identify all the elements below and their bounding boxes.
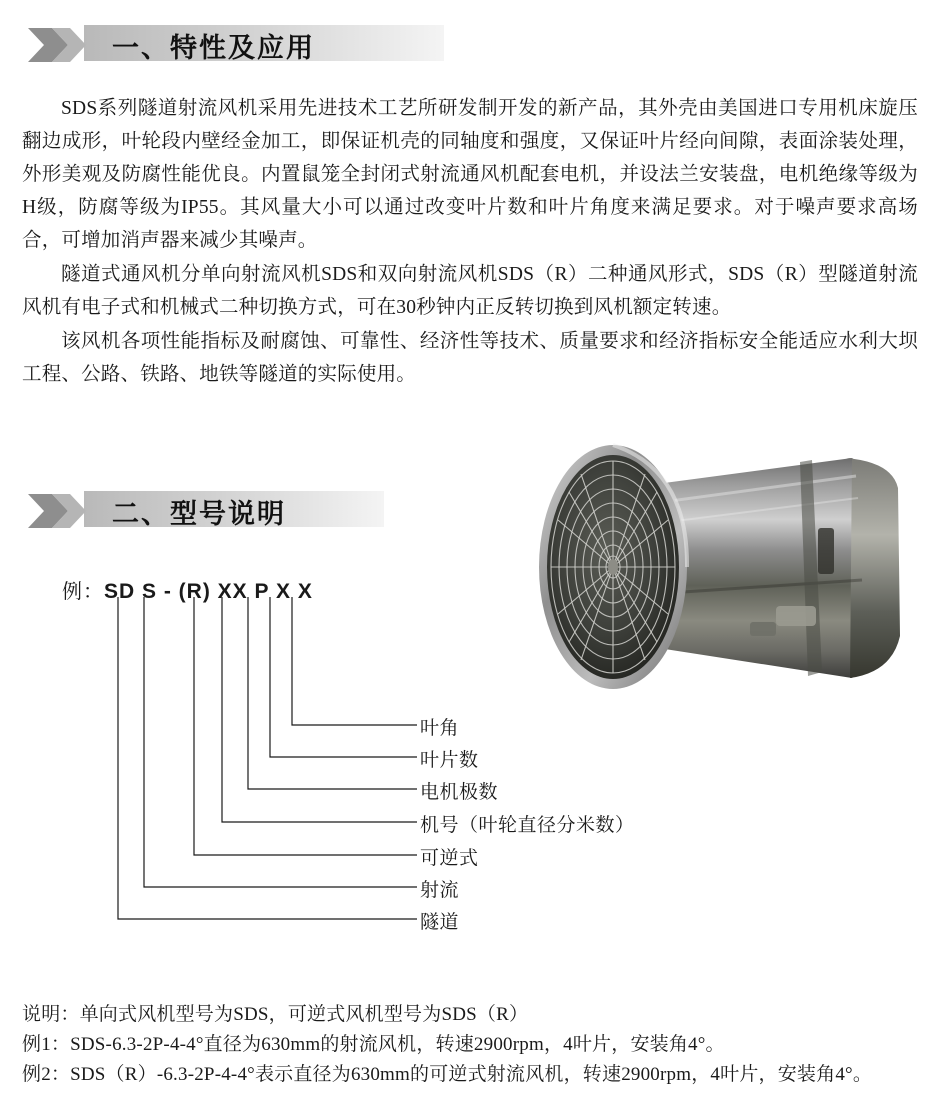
leader-label-reversible: 可逆式 [420, 848, 479, 869]
paragraph: SDS系列隧道射流风机采用先进技术工艺所研发制开发的新产品，其外壳由美国进口专用机床旋压翻边成形，叶轮段内壁经金加工，即保证机壳的同轴度和强度，又保证叶片经向间隙，表面涂装处理，外形美观及防腐性能优良。内置鼠笼全封闭式射流通风机配套电机，并设法兰安装盘，电机绝缘等级为H级，防腐等级为IP55。其风量大小可以通过改变叶片数和叶片角度来满足要求。对于噪声要求高场合，可增加消声器来减少其噪声。 [22, 98, 918, 251]
leader-label-tunnel: 隧道 [420, 912, 460, 933]
section-title: 二、型号说明 [112, 498, 286, 529]
double-chevron-icon [26, 25, 88, 65]
features-body [22, 92, 918, 392]
note-example-1: 例1：SDS-6.3-2P-4-4°直径为630mm的射流风机，转速2900rpm，4叶片，安装角4°。 [22, 1034, 725, 1055]
model-notes [22, 1000, 922, 1090]
note-description: 说明：单向式风机型号为SDS，可逆式风机型号为SDS（R） [22, 1004, 529, 1025]
paragraph: 隧道式通风机分单向射流风机SDS和双向射流风机SDS（R）二种通风形式，SDS（R）型隧道射流风机有电子式和机械式二种切换方式，可在30秒钟内正反转切换到风机额定转速。 [22, 264, 918, 318]
note-example-2: 例2：SDS（R）-6.3-2P-4-4°表示直径为630mm的可逆式射流风机，转速2900rpm，4叶片，安装角4°。 [22, 1064, 873, 1085]
paragraph: 该风机各项性能指标及耐腐蚀、可靠性、经济性等技术、质量要求和经济指标安全能适应水利大坝工程、公路、铁路、地铁等隧道的实际使用。 [22, 331, 918, 385]
section-header-features [26, 22, 446, 68]
leader-label-motor-poles: 电机极数 [420, 782, 499, 803]
leader-label-jet: 射流 [420, 880, 460, 901]
section-title: 一、特性及应用 [112, 32, 315, 63]
leader-label-blade-angle: 叶角 [420, 718, 460, 739]
model-code-value: SD S - (R) XX P X X [104, 580, 313, 603]
leader-lines [22, 575, 682, 965]
section-header-model [26, 488, 446, 534]
model-code-prefix: 例： [62, 581, 104, 603]
leader-label-blade-count: 叶片数 [420, 750, 479, 771]
model-code-diagram [22, 575, 682, 965]
double-chevron-icon [26, 491, 88, 531]
leader-label-machine-number: 机号（叶轮直径分米数） [420, 815, 635, 836]
